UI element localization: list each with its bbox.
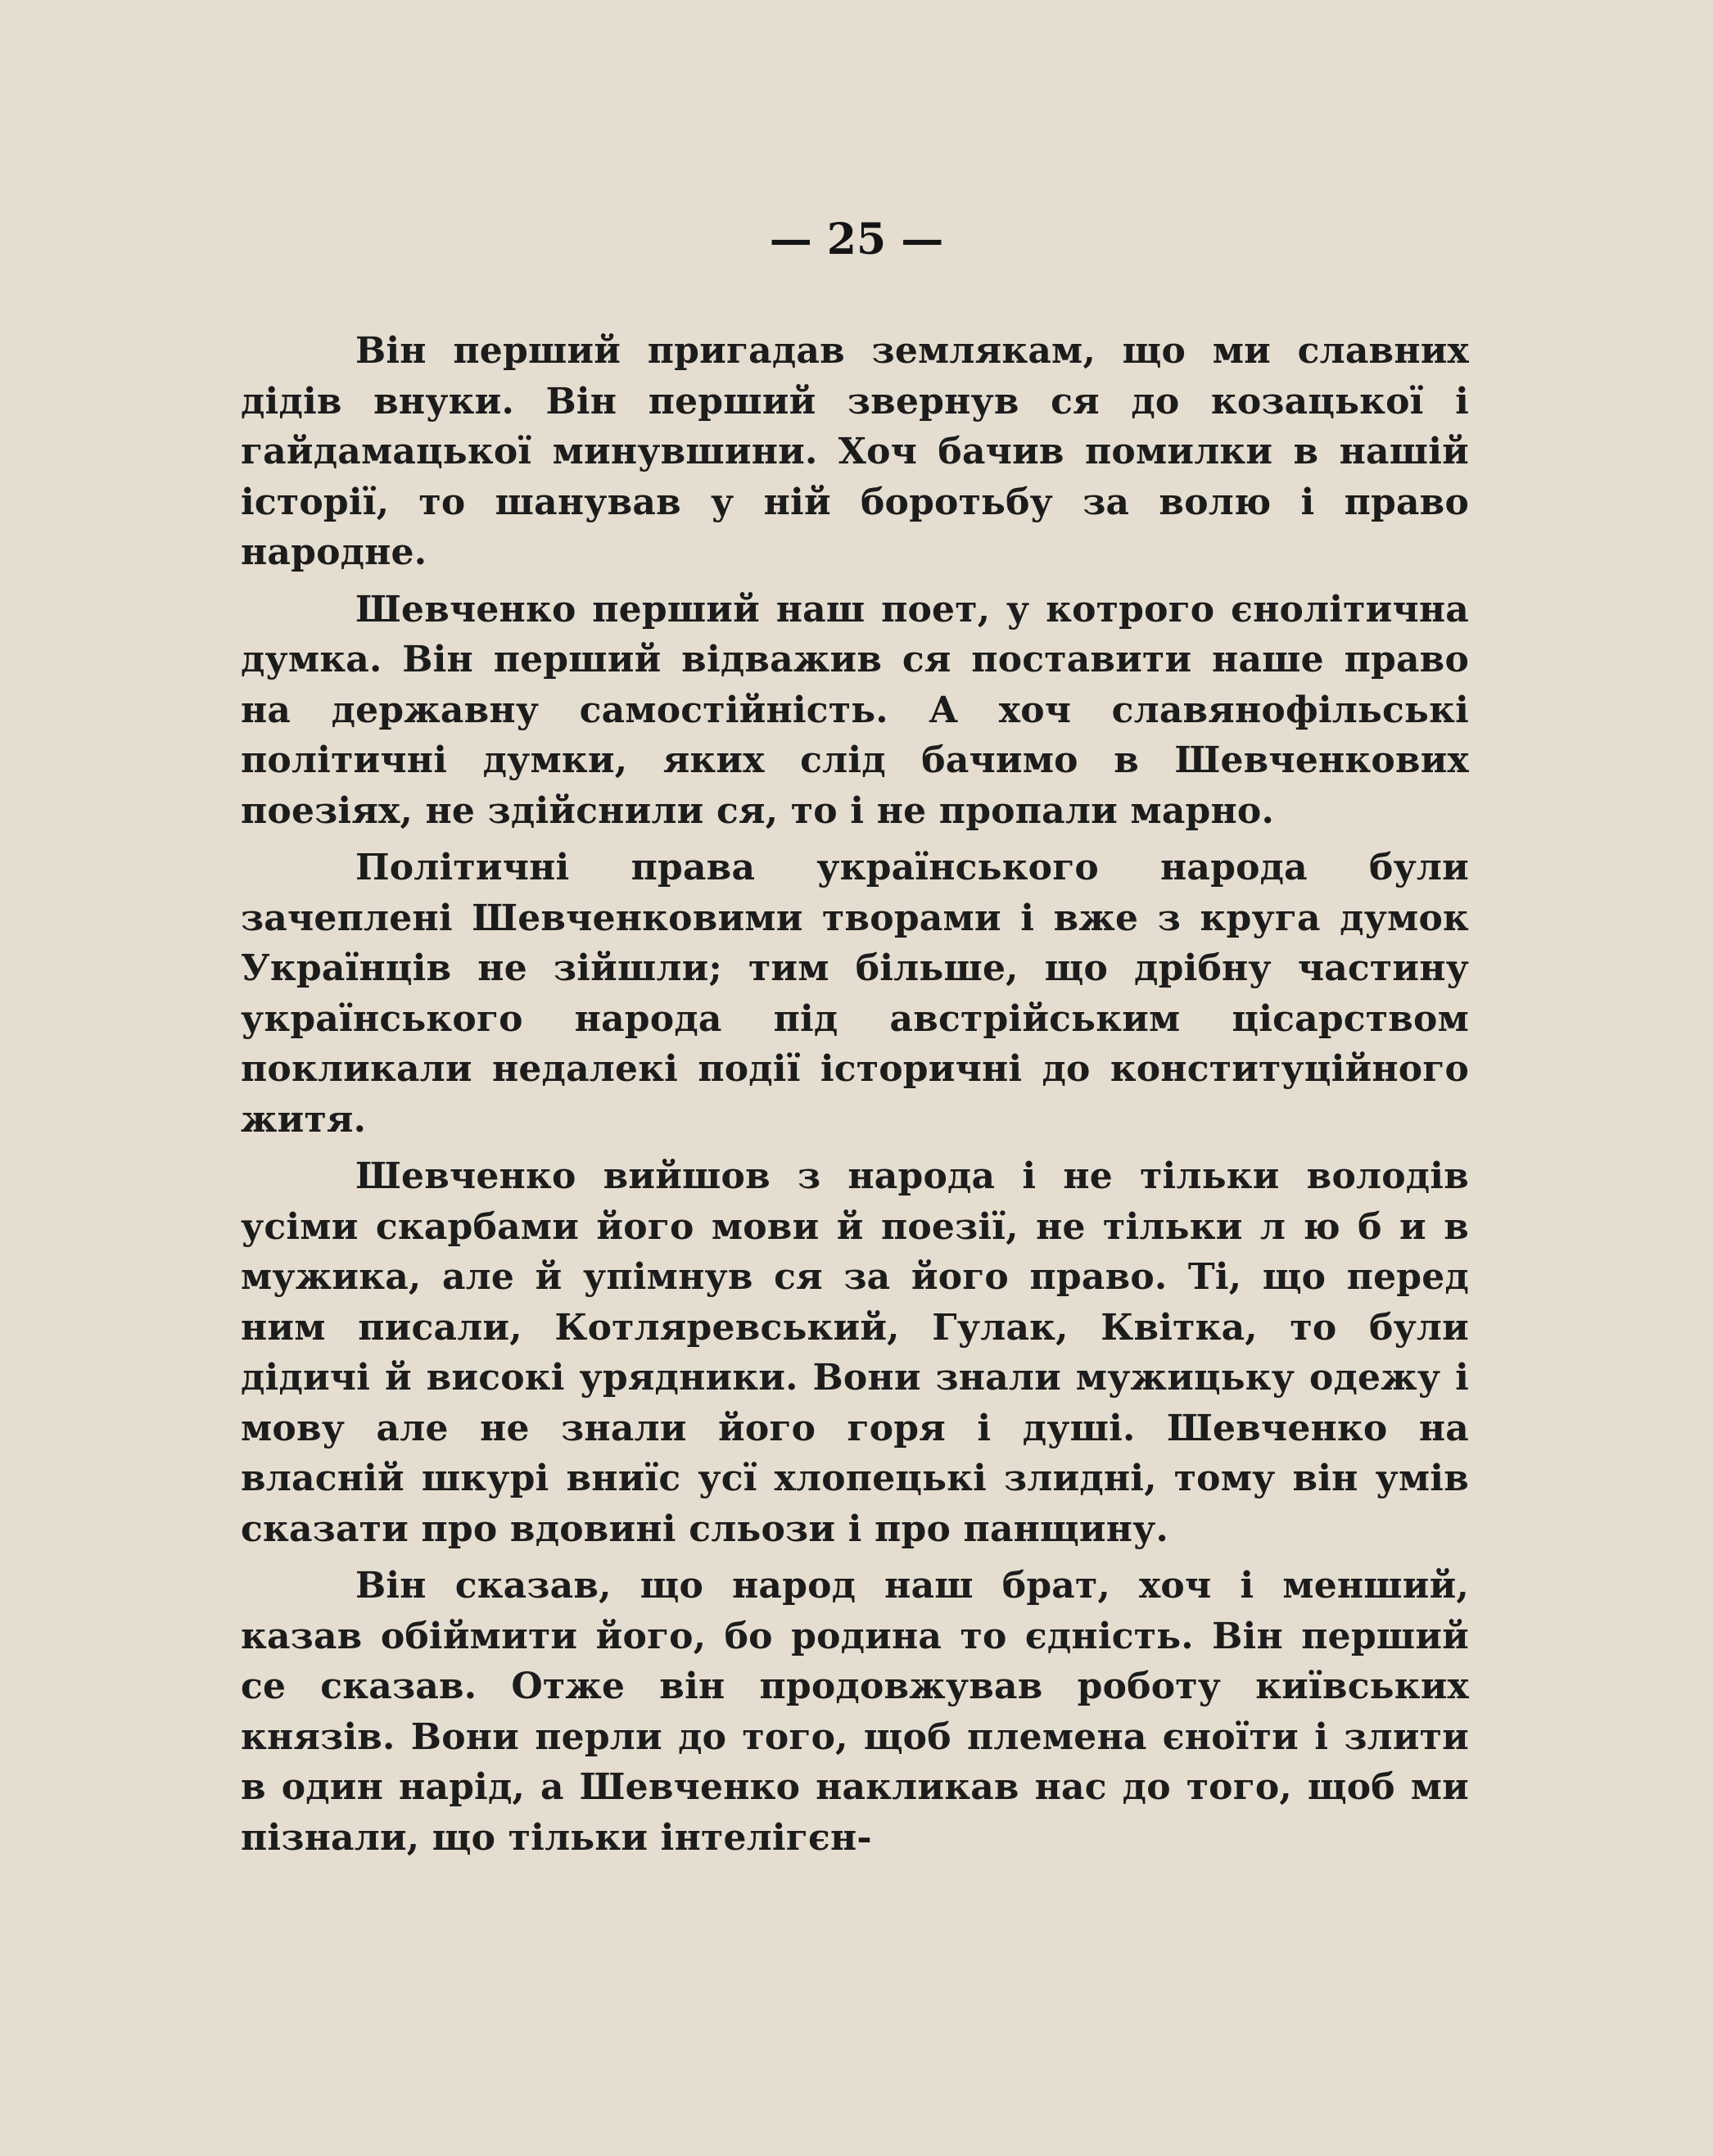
paragraph-5: Він сказав, що народ наш брат, хоч і менший, казав обіймити його, бо родина то єдність. Він перший се сказав. Отже він продовжував роботу київських князів. Вони перли до того, щоб племена єноїти і злити в один нарід, а Шевченко накликав нас до того, щоб ми пізнали, що тільки інтелігєн- — [241, 1565, 1469, 1859]
paragraph-2: Шевченко перший наш поет, у котрого єнолітична думка. Він перший відважив ся поставити наше право на державну самостійність. А хоч славянофільські політичні думки, яких слід бачимо в Шевченкових поезіях, не здійснили ся, то і не пропали марно. — [241, 588, 1469, 832]
page-number: — 25 — — [769, 215, 944, 264]
paragraph-4: Шевченко вийшов з народа і не тільки володів усіми скарбами його мови й поезії, не тільки л ю б и в мужика, але й упімнув ся за його право. Ті, що перед ним писали, Котляревський, Гулак, Квітка, то були дідичі й високі урядники. Вони знали мужицьку одежу і мову але не знали його горя і душі. Шевченко на власній шкурі вниїс усї хлопецькі злидні, тому він умів сказати про вдовині сльози і про панщину. — [241, 1155, 1469, 1550]
body-text — [241, 326, 1469, 1869]
paragraph-3: Політичні права українського народа були зачеплені Шевченковими творами і вже з круга думок Українців не зійшли; тим більше, що дрібну частину українського народа під австрійським цісарством покликали недалекі події історичні до конституційного житя. — [241, 847, 1469, 1141]
paragraph-1: Він перший пригадав землякам, що ми славних дідів внуки. Він перший звернув ся до козацької і гайдамацької минувшини. Хоч бачив помилки в нашій історії, то шанував у ній боротьбу за волю і право народне. — [241, 330, 1469, 573]
